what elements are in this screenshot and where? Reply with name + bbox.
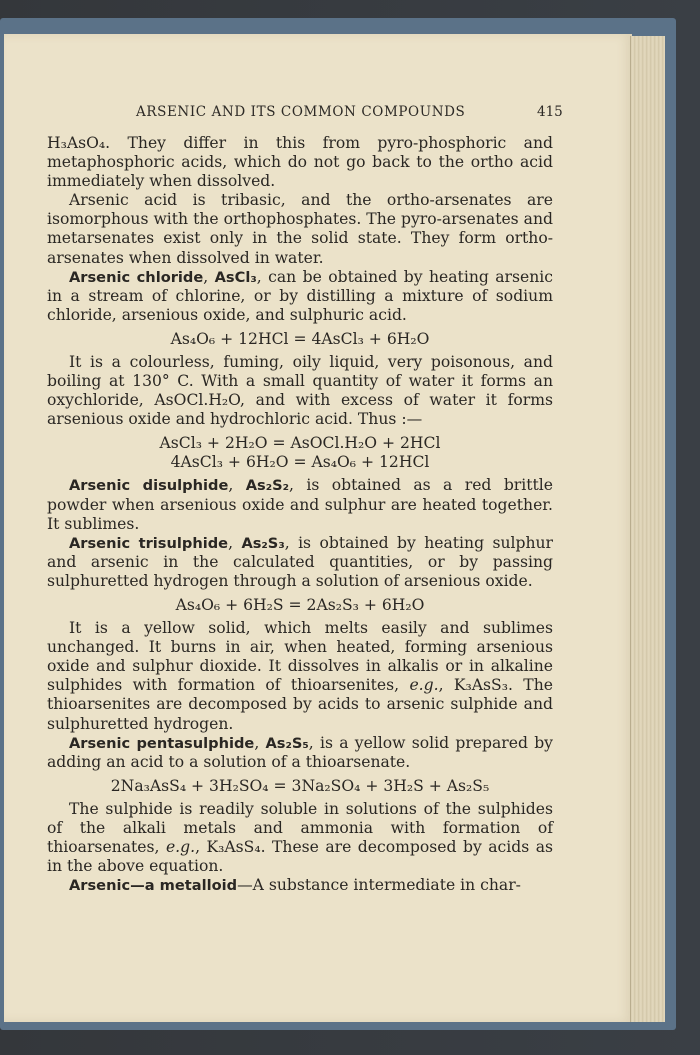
formula: As₂S₂	[245, 477, 290, 495]
paragraph-arsenic-acid: Arsenic acid is tribasic, and the ortho-arsenates are isomorphous with the orthophosphates. The pyro-arsenates and metarsenates exist only in the solid state. They form ortho-arsenates when dissolved in water.	[47, 191, 553, 267]
paragraph-pentasulphide: Arsenic pentasulphide, As₂S₅, is a yellow solid prepared by adding an acid to a solution of a thioarsenate.	[47, 733, 553, 771]
paragraph-text: , K₃AsS₃. The thioarsenites are decomposed by acids to arsenic sulphide and sulphuretted hydrogen.	[47, 676, 553, 733]
paragraph-text: , is obtained as a red brittle powder when arsenious oxide and sulphur are heated together. It sublimes.	[47, 476, 553, 533]
paragraph-text: , K₃AsS₄. These are decomposed by acids as in the above equation.	[47, 838, 553, 876]
term-arsenic-chloride: Arsenic chloride	[69, 268, 204, 286]
formula: AsCl₃	[214, 268, 257, 286]
paragraph-text: It is a yellow solid, which melts easily and sublimes unchanged. It burns in air, when heated, forming arsenious oxide and sulphur dioxide. It dissolves in alkalis or in alkaline sulphides with formation of thioarsenites,	[47, 619, 553, 695]
term-arsenic-pentasulphide: Arsenic pentasulphide	[69, 734, 255, 752]
paragraph-text: , is a yellow solid prepared by adding an acid to a solution of a thioarsenate.	[47, 733, 553, 771]
running-head-title: ARSENIC AND ITS COMMON COMPOUNDS	[136, 104, 466, 120]
paragraph-text: , is obtained by heating sulphur and arsenic in the calculated quantities, or by passing sulphuretted hydrogen through a solution of arsenious oxide.	[47, 533, 553, 590]
paragraph-disulphide: Arsenic disulphide, As₂S₂, is obtained as a red brittle powder when arsenious oxide and sulphur are heated together. It sublimes.	[47, 476, 553, 533]
formula: As₂S₅	[265, 734, 309, 752]
paragraph-arsenic-chloride: Arsenic chloride, AsCl₃, can be obtained by heating arsenic in a stream of chlorine, or by distilling a mixture of sodium chloride, arsenious oxide, and sulphuric acid.	[47, 267, 553, 324]
page-edges	[630, 36, 665, 1022]
formula: H₃AsO₄	[47, 134, 106, 152]
paragraph-metalloid	[47, 876, 553, 895]
equation: AsCl₃ + 2H₂O = AsOCl.H₂O + 2HCl	[159, 434, 441, 453]
equation: As₄O₆ + 12HCl = 4AsCl₃ + 6H₂O	[170, 329, 430, 348]
paragraph-text: The sulphide is readily soluble in solutions of the sulphides of the alkali metals and ammonia with formation of thioarsenates,	[47, 799, 553, 857]
abbrev-eg: e.g.	[409, 676, 439, 695]
abbrev-eg: e.g.	[165, 838, 196, 857]
running-head	[0, 104, 630, 124]
paragraph-text: —A substance intermediate in char-	[237, 876, 521, 895]
paragraph-ortho-acid	[47, 134, 553, 191]
paragraph-properties: It is a colourless, fuming, oily liquid, very poisonous, and boiling at 130° C. With a small quantity of water it forms an oxychloride, AsOCl.H₂O, and with excess of water it forms arsenious oxide and hydrochloric acid. Thus :—	[47, 353, 553, 429]
paragraph-text: , can be obtained by heating arsenic in a stream of chlorine, or by distilling a mixture of sodium chloride, arsenious oxide, and sulphuric acid.	[47, 267, 553, 324]
term-arsenic-metalloid: Arsenic—a metalloid	[69, 877, 238, 895]
term-arsenic-disulphide: Arsenic disulphide	[69, 477, 229, 495]
paragraph-trisulphide: Arsenic trisulphide, As₂S₃, is obtained by heating sulphur and arsenic in the calculated quantities, or by passing sulphuretted hydrogen through a solution of arsenious oxide.	[47, 533, 553, 590]
term-arsenic-trisulphide: Arsenic trisulphide	[69, 534, 229, 552]
formula: As₂S₃	[241, 534, 285, 552]
page-body	[47, 134, 553, 895]
equation-group	[47, 434, 553, 472]
equation: 4AsCl₃ + 6H₂O = As₄O₆ + 12HCl	[170, 453, 430, 472]
paragraph-yellow-solid	[47, 619, 553, 734]
equation: 2Na₃AsS₄ + 3H₂SO₄ = 3Na₂SO₄ + 3H₂S + As₂S₅	[110, 776, 490, 795]
paragraph-text: . They differ in this from pyro-phosphoric and metaphosphoric acids, which do not go back to the ortho acid immediately when dissolved.	[47, 134, 553, 191]
equation: As₄O₆ + 6H₂S = 2As₂S₃ + 6H₂O	[175, 595, 425, 614]
page-number: 415	[537, 104, 563, 120]
paragraph-sulphide-soluble	[47, 800, 553, 876]
